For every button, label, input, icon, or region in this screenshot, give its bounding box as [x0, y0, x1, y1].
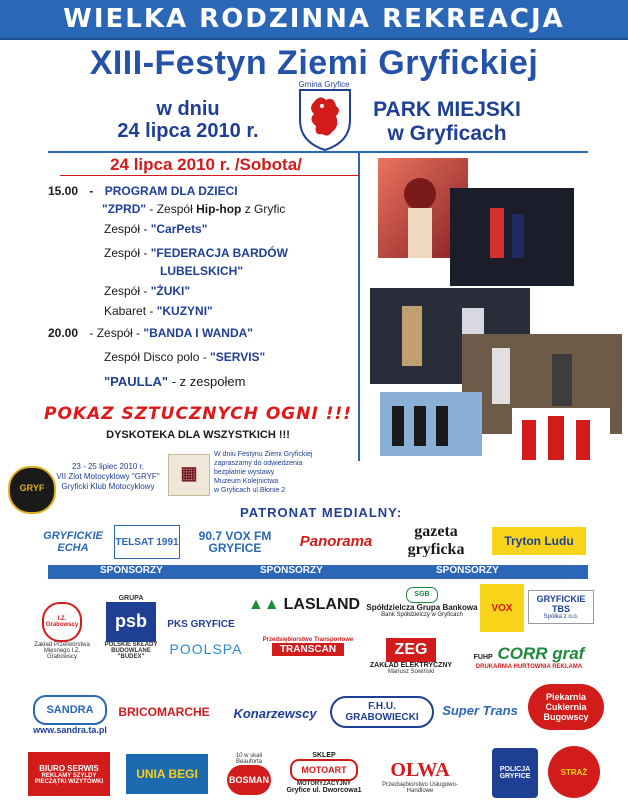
logo-fhu-grabowiecki: F.H.U. GRABOWIECKI — [330, 696, 434, 728]
rally-date: 23 - 25 lipiec 2010 r. — [71, 462, 145, 471]
program-row-6 — [104, 284, 190, 298]
olwa-sub: Przedsiębiorstwo Usługowo-Handlowe — [382, 781, 458, 794]
museum-line: W dniu Festynu Ziemi Gryfickiej — [214, 451, 313, 458]
performer-prefix: - Zespół - — [89, 326, 144, 340]
sponsors-label: SPONSORZY — [436, 565, 499, 576]
motoart-mark: MOTOART — [290, 759, 358, 781]
biuro-name: BIURO SERWIS — [39, 763, 99, 773]
event-date — [88, 98, 288, 142]
bosman-top: 10 w skali Beauforta — [235, 753, 263, 765]
bosman-mark: BOSMAN — [227, 765, 271, 795]
museum-note — [214, 450, 314, 495]
day-heading-underline — [60, 175, 360, 176]
performer-prefix: Zespół Disco polo - — [104, 350, 211, 364]
logo-policja-gryfice: POLICJA GRYFICE — [492, 748, 538, 798]
banner-title: WIELKA RODZINNA REKREACJA — [63, 4, 565, 34]
performer-name: "FEDERACJA BARDÓW — [150, 246, 288, 260]
logo-olwa — [372, 756, 468, 796]
logo-konarzewscy: Konarzewscy — [233, 705, 317, 721]
logo-poolspa: POOLSPA — [169, 641, 243, 657]
corr-fuhp: FUHP — [473, 654, 493, 661]
program-row-2 — [102, 202, 285, 216]
performer-name: "ŻUKI" — [150, 284, 191, 298]
rally-name: VII Zlot Motocyklowy "GRYF" — [56, 472, 160, 481]
performer-prefix: Kabaret - — [104, 304, 157, 318]
logo-gryfickie-echa: GRYFICKIE ECHA — [43, 530, 103, 554]
logo-motoart — [284, 748, 364, 798]
logo-tryton-ludu: Tryton Ludu — [492, 527, 586, 555]
transcan-mark: TRANSCAN — [272, 643, 344, 656]
disco-announcement: DYSKOTEKA DLA WSZYSTKICH !!! — [106, 429, 290, 441]
sgb-mark: SGB — [406, 587, 438, 603]
transcan-top: Przedsiębiorstwo Transportowe — [262, 636, 354, 643]
program-row-1 — [48, 184, 238, 198]
column-divider — [358, 151, 360, 461]
museum-line: zapraszamy do odwiedzenia — [214, 460, 303, 467]
program-separator: - — [89, 184, 94, 198]
railway-museum-logo: ▦ — [168, 454, 210, 496]
museum-line: bezpłatnie wystawy — [214, 469, 275, 476]
lasland-text: LASLAND — [283, 596, 361, 613]
header-divider — [48, 151, 588, 153]
logo-gryfickie-tbs — [528, 590, 594, 624]
tbs-sub: Spółka z o.o. — [543, 614, 579, 620]
sandra-url: www.sandra.ta.pl — [33, 725, 107, 735]
sgb-name: Spółdzielcza Grupa Bankowa — [366, 602, 478, 612]
corr-name: CORR graf — [497, 644, 585, 663]
tree-icon: ▲▲ — [247, 596, 280, 613]
performer-name: "KUZYNI" — [156, 304, 213, 318]
logo-piekarnia-bugowscy: Piekarnia Cukiernia Bugowscy — [528, 684, 604, 730]
date-line-1: w dniu — [156, 98, 220, 120]
motoart-address: Gryfice ul. Dworcowa1 — [286, 787, 362, 794]
gryf-motorcycle-club-logo — [8, 466, 56, 514]
logo-vox-shield: VOX — [480, 584, 524, 632]
program-row-7 — [104, 304, 213, 318]
program-item: PROGRAM DLA DZIECI — [104, 184, 238, 198]
museum-line: Muzeum Kolejnictwa — [214, 478, 279, 485]
park-line-1: PARK MIEJSKI — [373, 98, 521, 121]
motoart-sub: MOTORYZACYJNY — [296, 781, 351, 787]
sponsors-label: SPONSORZY — [100, 565, 163, 576]
program-row-9 — [104, 350, 265, 364]
program-time: 15.00 — [48, 184, 79, 198]
logo-super-trans: Super Trans — [442, 702, 518, 718]
performer-prefix: Zespół - — [104, 246, 151, 260]
corr-mark — [474, 644, 585, 664]
olwa-mark: OLWA — [390, 758, 450, 781]
zpm-name: Zakład Przetwórstwa Mięsnego I.Z. Grabowscy — [34, 642, 90, 660]
logo-unia-begi: UNIA BEGI — [126, 754, 208, 794]
psb-sub: POLSKIE SKŁADY BUDOWLANE "BUDEX" — [104, 641, 158, 660]
performers-photo-collage — [362, 158, 622, 468]
museum-line: w Gryficach ul.Błonie 2 — [214, 487, 286, 494]
logo-telsat: TELSAT 1991 — [114, 525, 180, 559]
psb-top: GRUPA — [118, 594, 144, 602]
motoart-top: SKLEP — [312, 752, 336, 759]
rally-club: Gryficki Klub Motocyklowy — [61, 482, 155, 491]
park-line-2: w Gryficach — [387, 122, 507, 145]
biuro-sub: REKLAMY SZYLDY PIECZĄTKI WIZYTÓWKI — [34, 772, 104, 785]
performer-name: "ZPRD" — [102, 202, 147, 216]
festival-title: XIII-Festyn Ziemi Gryfickiej — [89, 44, 539, 82]
logo-lasland — [244, 592, 364, 618]
program-row-4 — [104, 246, 288, 260]
logo-corr-graf — [464, 634, 594, 680]
performer-tail: - z zespołem — [168, 374, 246, 389]
media-patronage-heading: PATRONAT MEDIALNY: — [240, 505, 403, 520]
logo-zeg — [366, 632, 456, 680]
zeg-mark: ZEG — [386, 638, 436, 662]
gryfice-crest-icon — [296, 80, 354, 152]
logo-bosman — [222, 750, 276, 798]
motorcycle-rally-note — [54, 462, 162, 492]
logo-transcan — [256, 628, 360, 664]
logo-biuro-serwis — [28, 752, 110, 796]
logo-straz-pozarna: STRAŻ — [548, 746, 600, 798]
logo-pks-gryfice: PKS GRYFICE — [167, 619, 235, 630]
logo-bricomarche: BRICOMARCHE — [118, 705, 210, 719]
program-time: 20.00 — [48, 326, 79, 340]
performer-name: "SERVIS" — [210, 350, 266, 364]
logo-vox-fm: 90.7 VOX FM GRYFICE — [198, 529, 272, 555]
program-day-heading: 24 lipca 2010 r. /Sobota/ — [110, 155, 302, 174]
crest-label: Gmina Gryfice — [298, 80, 350, 89]
performer-prefix: Zespół - — [104, 284, 151, 298]
logo-panorama: Panorama — [299, 532, 373, 550]
sgb-sub: Bank Spółdzielczy w Gryficach — [381, 611, 463, 618]
zeg-sub: Mariusz Sowiński — [387, 668, 435, 675]
performer-origin: z Gryfic — [241, 202, 286, 216]
performer-name: "CarPets" — [150, 222, 208, 236]
logo-psb-budex — [100, 588, 162, 666]
performer-name: LUBELSKICH" — [160, 264, 244, 278]
performer-name: "BANDA I WANDA" — [143, 326, 253, 340]
logo-sandra — [28, 690, 112, 740]
gryf-logo-text: GRYF — [19, 483, 45, 493]
performer-prefix: Zespół - — [104, 222, 151, 236]
logo-zpm-grabowscy — [30, 596, 94, 666]
tbs-name: GRYFICKIE TBS — [536, 594, 586, 614]
program-row-3 — [104, 222, 207, 236]
zpm-emblem: I.Z. Grabowscy — [42, 602, 82, 642]
fireworks-announcement: POKAZ SZTUCZNYCH OGNI !!! — [44, 404, 352, 424]
sandra-mark: SANDRA — [33, 695, 107, 725]
event-location — [352, 98, 542, 146]
performer-name: "PAULLA" — [104, 374, 169, 389]
performer-genre: Hip-hop — [196, 202, 242, 216]
zeg-name: ZAKŁAD ELEKTRYCZNY — [369, 661, 453, 669]
program-row-8 — [48, 326, 253, 340]
performer-desc: - Zespół — [146, 202, 197, 216]
corr-sub: DRUKARNIA HURTOWNIA REKLAMA — [475, 664, 583, 670]
logo-gazeta-gryficka: gazeta gryficka — [407, 525, 465, 557]
program-row-10 — [104, 374, 245, 389]
psb-mark: psb — [106, 602, 156, 642]
logo-sgb-bank — [366, 582, 478, 622]
sponsors-label: SPONSORZY — [260, 565, 323, 576]
program-row-5 — [160, 264, 243, 278]
date-line-2: 24 lipca 2010 r. — [117, 120, 259, 142]
